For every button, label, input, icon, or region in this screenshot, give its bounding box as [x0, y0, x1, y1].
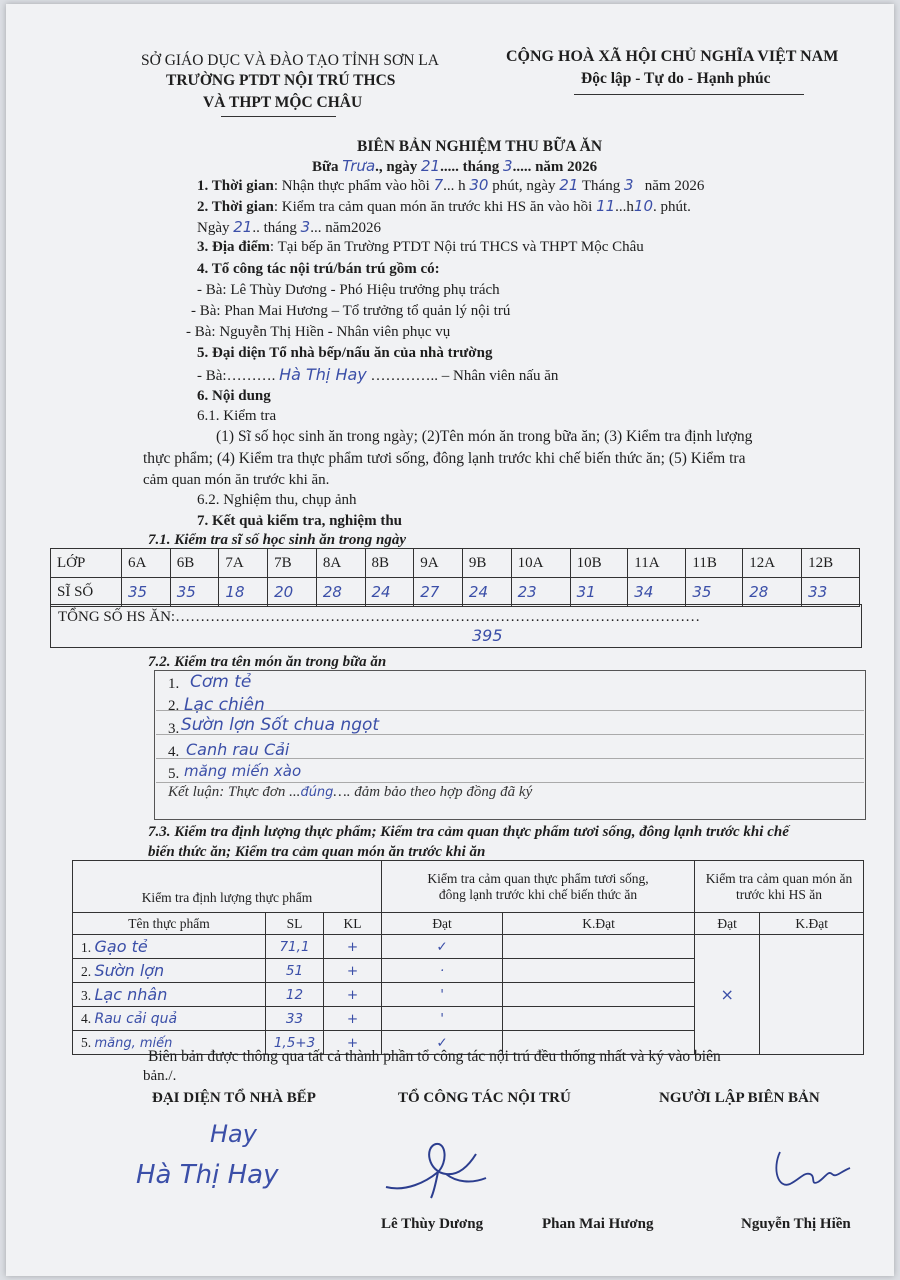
department-name: SỞ GIÁO DỤC VÀ ĐÀO TẠO TỈNH SƠN LA: [141, 52, 439, 69]
year-label: ..... năm 2026: [512, 159, 598, 175]
class-cell: 9A: [414, 549, 463, 578]
dish-num: 1.: [168, 676, 180, 692]
item-5-label: 5. Đại diện Tổ nhà bếp/nấu ăn của nhà trường: [197, 345, 493, 361]
cook-name: Hà Thị Hay: [279, 365, 367, 384]
food-kl: +: [324, 1031, 382, 1055]
item-2-minute: 10: [633, 197, 653, 215]
signature-kitchen-full: Hà Thị Hay: [136, 1160, 279, 1190]
cook-line: [197, 365, 558, 385]
food-fresh-fail: [503, 935, 695, 959]
class-cell: 7A: [219, 549, 268, 578]
class-cell: 10A: [511, 549, 570, 578]
food-fresh-fail: [503, 983, 695, 1007]
count-row: [51, 578, 860, 607]
count-cell: 20: [268, 578, 317, 607]
dish-num: 5.: [168, 766, 180, 782]
class-cell: 6A: [122, 549, 171, 578]
item-2-date: [197, 218, 381, 237]
signature-committee-icon: [376, 1132, 496, 1202]
food-name-cell: [73, 959, 266, 983]
header-dish-check: [694, 861, 863, 913]
count-cell: 35: [686, 578, 743, 607]
header-quantity-check: Kiểm tra định lượng thực phẩm: [73, 861, 382, 913]
count-cell: 18: [219, 578, 268, 607]
dish-fail-cell: [760, 935, 864, 1055]
food-name: Lạc nhân: [94, 985, 168, 1004]
school-name-line1: TRƯỜNG PTDT NỘI TRÚ THCS: [166, 72, 396, 89]
food-name: Sườn lợn: [94, 961, 165, 980]
item-2-inspect-time: [197, 197, 691, 216]
month-value: 3: [503, 157, 513, 175]
signature-kitchen-short: Hay: [210, 1120, 257, 1148]
signer-name-2: Phan Mai Hương: [542, 1216, 654, 1232]
header-dish-line1: Kiểm tra cảm quan món ăn: [705, 870, 853, 886]
food-sl: 1,5+3: [266, 1031, 324, 1055]
item-2-label: 2. Thời gian: [197, 199, 274, 215]
item-7-label: 7. Kết quả kiểm tra, nghiệm thu: [197, 513, 403, 529]
dish-pass-mark: ×: [694, 935, 759, 1055]
member-3: - Bà: Nguyễn Thị Hiền - Nhân viên phục vụ: [186, 324, 451, 340]
count-cell: 34: [628, 578, 686, 607]
dish-num: 2.: [168, 698, 180, 714]
section-6-2: 6.2. Nghiệm thu, chụp ảnh: [197, 492, 357, 508]
col-sl: SL: [266, 913, 324, 935]
class-row: [51, 549, 860, 578]
nation-motto: Độc lập - Tự do - Hạnh phúc: [581, 70, 771, 87]
food-fresh-fail: [503, 1007, 695, 1031]
food-check-table: [72, 860, 864, 1055]
item-4-label: 4. Tổ công tác nội trú/bán trú gồm có:: [197, 261, 440, 277]
count-cell: 24: [365, 578, 414, 607]
document-title: BIÊN BẢN NGHIỆM THU BỮA ĂN: [357, 138, 603, 155]
item-2-hour: 11: [596, 197, 616, 215]
item-2-text: : Kiểm tra cảm quan món ăn trước khi HS ăn vào hồi: [273, 199, 593, 215]
class-cell: 10B: [570, 549, 628, 578]
member-1: - Bà: Lê Thùy Dương - Phó Hiệu trưởng phụ trách: [197, 282, 500, 298]
signer-name-3: Nguyễn Thị Hiền: [741, 1216, 851, 1232]
count-cell: 23: [511, 578, 570, 607]
food-num: 1.: [81, 940, 92, 955]
item-3-label: 3. Địa điểm: [197, 239, 270, 255]
col-fresh-pass: Đạt: [382, 913, 503, 935]
col-kl: KL: [324, 913, 382, 935]
content-line-1: (1) Sĩ số học sinh ăn trong ngày; (2)Tên món ăn trong bữa ăn; (3) Kiểm tra định lượng: [216, 428, 753, 445]
section-7-3-title-line1: 7.3. Kiểm tra định lượng thực phẩm; Kiểm tra cảm quan thực phẩm tươi sống, đông lạnh trước khi chế: [148, 824, 789, 840]
class-cell: 11A: [628, 549, 686, 578]
day-value: 21: [420, 157, 441, 175]
food-fresh-pass: ': [382, 983, 503, 1007]
food-fresh-fail: [503, 959, 695, 983]
food-table-subheader: [73, 913, 864, 935]
food-num: 4.: [81, 1010, 92, 1026]
motto-underline: [574, 94, 804, 95]
section-7-2-title: 7.2. Kiểm tra tên món ăn trong bữa ăn: [148, 654, 387, 670]
class-row-label: LỚP: [51, 549, 122, 578]
item-1-day: 21: [559, 176, 579, 194]
food-row: [73, 935, 864, 959]
item-2-rest: . phút.: [653, 199, 691, 215]
food-sl: 12: [266, 983, 324, 1007]
item-1-text: : Nhận thực phẩm vào hồi: [273, 178, 430, 194]
total-label: TỔNG SỐ HS ĂN:……………………………………………………………………………………………: [58, 609, 701, 625]
count-cell: 35: [170, 578, 219, 607]
header-fresh-line2: đông lạnh trước khi chế biến thức ăn: [438, 886, 638, 902]
food-name-cell: [73, 983, 266, 1007]
food-sl: 71,1: [266, 935, 324, 959]
dish-num: 3.: [168, 721, 180, 737]
item-6-label: 6. Nội dung: [197, 388, 271, 404]
section-7-1-title: 7.1. Kiểm tra sĩ số học sinh ăn trong ngày: [148, 532, 406, 548]
item-2-month: 3: [300, 218, 311, 236]
food-sl: 33: [266, 1007, 324, 1031]
food-fresh-pass: ·: [382, 959, 503, 983]
item-1-receive-time: [197, 176, 704, 195]
food-num: 3.: [81, 988, 92, 1003]
header-dish-line2: trước khi HS ăn: [735, 886, 823, 902]
count-cell: 35: [122, 578, 171, 607]
dish-name: Cơm tẻ: [190, 672, 252, 692]
class-cell: 12A: [743, 549, 802, 578]
food-num: 2.: [81, 964, 92, 979]
food-name: Rau cải quả: [94, 1010, 178, 1027]
dish-conclusion: [168, 784, 532, 801]
food-kl: +: [324, 1007, 382, 1031]
attendance-table: [50, 548, 860, 607]
food-fresh-pass: ✓: [382, 1031, 503, 1055]
meal-value: Trưa: [342, 157, 376, 175]
count-cell: 33: [802, 578, 860, 607]
nation-title: CỘNG HOÀ XÃ HỘI CHỦ NGHĨA VIỆT NAM: [506, 48, 839, 65]
count-cell: 24: [462, 578, 511, 607]
school-name-line2: VÀ THPT MỘC CHÂU: [203, 94, 363, 111]
item-3-location: [197, 239, 644, 256]
item-1-label: 1. Thời gian: [197, 178, 274, 194]
col-food-name: Tên thực phẩm: [73, 913, 266, 935]
closing-line-1: Biên bản được thông qua tất cả thành phần tổ công tác nội trú đều thống nhất và ký vào biên: [148, 1048, 721, 1065]
meal-label: Bữa: [312, 159, 339, 175]
conclusion-value: đúng: [300, 785, 334, 800]
sign-title-committee: TỔ CÔNG TÁC NỘI TRÚ: [398, 1090, 571, 1106]
signer-name-1: Lê Thùy Dương: [381, 1216, 484, 1232]
food-name-cell: [73, 935, 266, 959]
item-2-day: 21: [233, 218, 253, 236]
item-1-hour: 7: [433, 176, 444, 194]
item-2-date-label: Ngày: [197, 220, 230, 236]
food-table-header: [73, 861, 864, 913]
food-name: Gạo tẻ: [94, 937, 148, 956]
class-cell: 12B: [802, 549, 860, 578]
food-kl: +: [324, 959, 382, 983]
food-name: măng, miến: [94, 1035, 173, 1051]
cook-prefix: - Bà:……….: [197, 368, 276, 384]
item-1-rest: phút, ngày: [492, 178, 556, 194]
class-cell: 9B: [462, 549, 511, 578]
food-kl: +: [324, 983, 382, 1007]
conclusion-suffix: …. đảm bảo theo hợp đồng đã ký: [333, 784, 533, 800]
count-cell: 27: [414, 578, 463, 607]
food-num: 5.: [81, 1034, 92, 1050]
document-page: [6, 4, 894, 1276]
count-cell: 28: [743, 578, 802, 607]
dish-name: Lạc chiên: [184, 695, 265, 715]
food-name-cell: [73, 1007, 266, 1031]
count-cell: 31: [570, 578, 628, 607]
cook-suffix: ………….. – Nhân viên nấu ăn: [370, 368, 559, 384]
count-row-label: SĨ SỐ: [51, 578, 122, 607]
class-cell: 8A: [316, 549, 365, 578]
class-cell: 8B: [365, 549, 414, 578]
dish-num: 4.: [168, 744, 180, 760]
class-cell: 11B: [686, 549, 743, 578]
food-sl: 51: [266, 959, 324, 983]
content-line-2: thực phẩm; (4) Kiểm tra thực phẩm tươi sống, đông lạnh trước khi chế biến thức ăn; (5) Kiểm tra: [143, 450, 746, 467]
sign-title-author: NGƯỜI LẬP BIÊN BẢN: [659, 1090, 820, 1106]
dish-name: Canh rau Cải: [186, 740, 290, 759]
header-fresh-check: [382, 861, 695, 913]
total-value: 395: [472, 626, 503, 645]
dish-name: măng miến xào: [184, 762, 302, 780]
col-fresh-fail: K.Đạt: [503, 913, 695, 935]
item-1-month: 3: [623, 176, 634, 194]
col-dish-pass: Đạt: [694, 913, 759, 935]
content-line-3: cảm quan món ăn trước khi ăn.: [143, 472, 330, 488]
signature-author-icon: [770, 1144, 860, 1199]
day-label: ., ngày: [375, 159, 418, 175]
item-2-month-label: .. tháng: [252, 220, 297, 236]
food-fresh-pass: ✓: [382, 935, 503, 959]
item-1-h: ... h: [443, 178, 466, 194]
conclusion-prefix: Kết luận: Thực đơn ...: [168, 784, 301, 800]
month-label: ..... tháng: [440, 159, 500, 175]
item-3-text: : Tại bếp ăn Trường PTDT Nội trú THCS và THPT Mộc Châu: [269, 239, 644, 255]
item-1-minute: 30: [469, 176, 489, 194]
item-1-month-label: Tháng: [581, 178, 621, 194]
item-2-year: ... năm2026: [310, 220, 382, 236]
food-kl: +: [324, 935, 382, 959]
section-7-3-title-line2: biến thức ăn; Kiểm tra cảm quan món ăn trước khi ăn: [148, 844, 486, 860]
class-cell: 6B: [170, 549, 219, 578]
food-fresh-pass: ': [382, 1007, 503, 1031]
item-2-h: ...h: [615, 199, 634, 215]
closing-line-2: bản./.: [143, 1068, 177, 1084]
count-cell: 28: [316, 578, 365, 607]
dish-name: Sườn lợn Sốt chua ngọt: [181, 715, 380, 735]
class-cell: 7B: [268, 549, 317, 578]
item-1-year: năm 2026: [644, 178, 705, 194]
sign-title-kitchen: ĐẠI DIỆN TỔ NHÀ BẾP: [152, 1090, 316, 1106]
school-underline: [221, 116, 336, 117]
member-2: - Bà: Phan Mai Hương – Tổ trưởng tổ quản lý nội trú: [191, 303, 511, 319]
header-fresh-line1: Kiểm tra cảm quan thực phẩm tươi sống,: [427, 870, 649, 886]
section-6-1: 6.1. Kiểm tra: [197, 408, 277, 424]
meal-line: [312, 157, 597, 176]
dish-line: [156, 782, 864, 783]
col-dish-fail: K.Đạt: [760, 913, 864, 935]
